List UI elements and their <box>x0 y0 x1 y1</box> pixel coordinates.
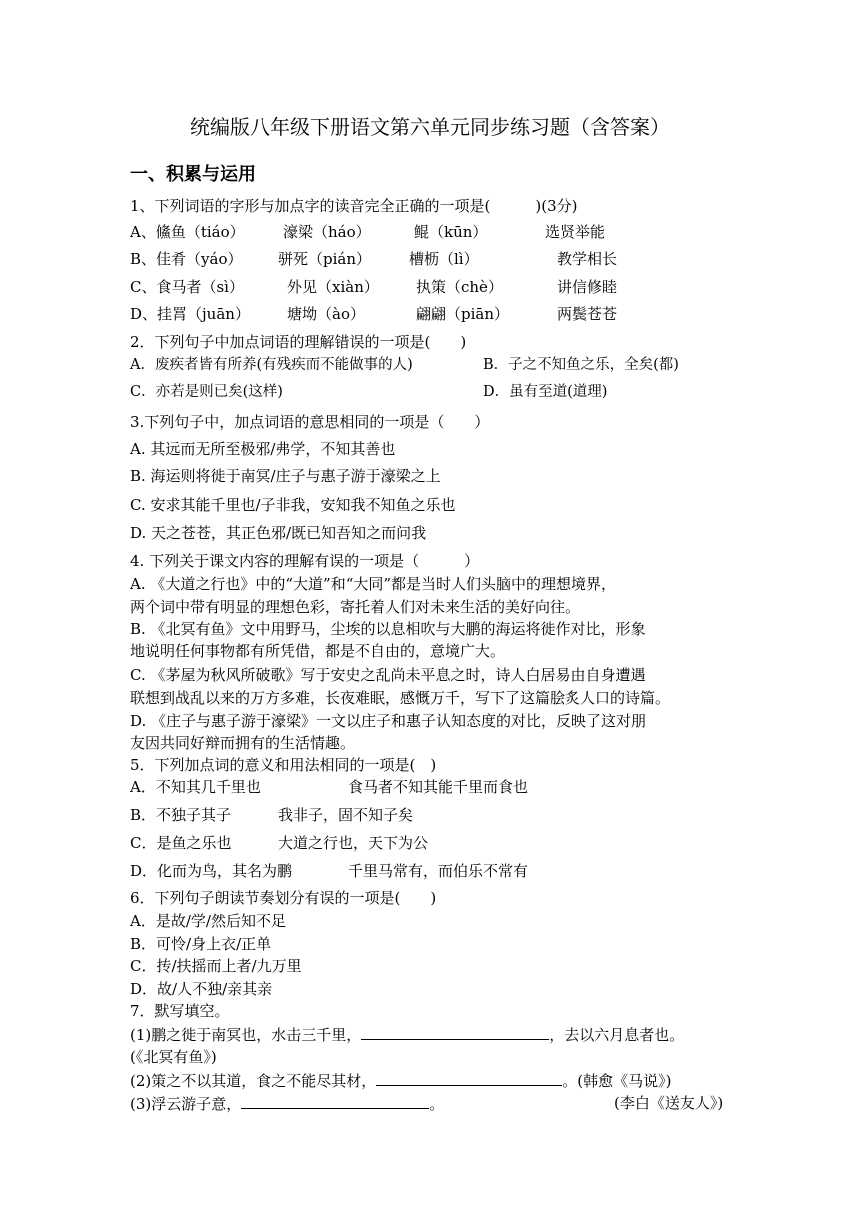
q4-text-line: D. 《庄子与惠子游于濠梁》一文以庄子和惠子认知态度的对比，反映了这对朋 <box>130 712 647 730</box>
q5-option-b-1: B．不独子其子 <box>130 806 232 824</box>
q1-option-a-3: 鲲（kūn） <box>414 223 488 241</box>
q2-option-c: C．亦若是则已矣(这样) <box>130 384 283 400</box>
q3-option-c: C. 安求其能千里也/子非我，安知我不知鱼之乐也 <box>130 496 456 514</box>
q1-option-a-2: 濠梁（háo） <box>283 223 371 241</box>
q2-option-a: A．废疾者皆有所养(有残疾而不能做事的人) <box>130 357 413 373</box>
question-5-stem: 5．下列加点词的意义和用法相同的一项是( ) <box>130 756 437 774</box>
q4-text-line: A. 《大道之行也》中的“大道”和“大同”都是当时人们头脑中的理想境界， <box>130 575 617 593</box>
q1-option-b-3: 槽枥（lì） <box>409 250 479 268</box>
q1-option-c-2: 外见（xiàn） <box>287 278 379 296</box>
q1-option-d-1: D、挂罥（juān） <box>130 305 250 323</box>
question-2-stem: 2．下列句子中加点词语的理解错误的一项是( ) <box>130 333 467 351</box>
question-4-stem: 4. 下列关于课文内容的理解有误的一项是（ ） <box>130 552 480 570</box>
q1-option-c-4: 讲信修睦 <box>557 278 618 296</box>
q6-option-b: B．可怜/身上衣/正单 <box>130 935 272 953</box>
q3-option-a: A. 其远而无所至极邪/弗学，不知其善也 <box>130 440 396 458</box>
q5-option-a-1: A．不知其几千里也 <box>130 778 261 796</box>
q4-text-line: B. 《北冥有鱼》文中用野马，尘埃的以息相吹与大鹏的海运将徙作对比，形象 <box>130 620 646 638</box>
q7-item-1-source: (《北冥有鱼》) <box>130 1048 217 1066</box>
q7-item-3-text-b: 。 <box>429 1095 445 1113</box>
q4-text-line: C. 《茅屋为秋风所破歌》写于安史之乱尚未平息之时，诗人白居易由自身遭遇 <box>130 666 646 684</box>
q5-option-c-1: C．是鱼之乐也 <box>130 834 232 852</box>
q1-option-d-3: 翩翩（piān） <box>416 305 510 323</box>
q1-option-b-4: 教学相长 <box>557 250 618 268</box>
q1-option-d-2: 塘坳（ào） <box>287 305 365 323</box>
q6-option-d: D．故/人不独/亲其亲 <box>130 980 273 998</box>
q7-item-1-text-b: ，去以六月息者也。 <box>549 1026 685 1044</box>
question-1-stem: 1、下列词语的字形与加点字的读音完全正确的一项是( )(3分) <box>130 197 578 215</box>
q5-option-d-1: D．化而为鸟，其名为鹏 <box>130 862 293 880</box>
section-heading: 一、积累与运用 <box>130 164 256 185</box>
q1-option-b-2: 骈死（pián） <box>278 250 372 268</box>
q1-option-a-1: A、鯈鱼（tiáo） <box>130 223 245 241</box>
q7-item-2 <box>130 1069 671 1092</box>
question-6-stem: 6．下列句子朗读节奏划分有误的一项是( ) <box>130 889 437 907</box>
q5-option-b-2: 我非子，固不知子矣 <box>278 806 414 824</box>
q2-option-d: D．虽有至道(道理) <box>483 384 608 400</box>
q6-option-c: C．抟/扶摇而上者/九万里 <box>130 957 302 975</box>
q5-option-c-2: 大道之行也，天下为公 <box>278 834 429 852</box>
q4-text-line: 友因共同好辩而拥有的生活情趣。 <box>130 734 356 752</box>
q7-item-3-source: (李白《送友人》) <box>614 1094 724 1112</box>
q4-text-line: 联想到战乱以来的万方多难，长夜难眠，感慨万千，写下了这篇脍炙人口的诗篇。 <box>130 689 671 707</box>
q3-option-b: B. 海运则将徙于南冥/庄子与惠子游于濠梁之上 <box>130 467 441 485</box>
q7-item-2-text-a: (2)策之不以其道，食之不能尽其材， <box>130 1072 377 1090</box>
q5-option-d-2: 千里马常有，而伯乐不常有 <box>348 862 529 880</box>
q1-option-d-4: 两鬓苍苍 <box>557 305 618 323</box>
document-title: 统编版八年级下册语文第六单元同步练习题（含答案） <box>190 115 670 139</box>
q1-option-c-1: C、食马者（sì） <box>130 278 244 296</box>
question-3-stem: 3.下列句子中，加点词语的意思相同的一项是（ ） <box>130 413 490 431</box>
fill-blank-1[interactable] <box>361 1023 549 1040</box>
q7-item-3-text-a: (3)浮云游子意， <box>130 1095 242 1113</box>
fill-blank-3[interactable] <box>241 1092 429 1109</box>
q7-item-2-text-b: 。(韩愈《马说》) <box>562 1072 672 1090</box>
q4-text-line: 两个词中带有明显的理想色彩，寄托着人们对未来生活的美好向往。 <box>130 598 581 616</box>
q7-item-1 <box>130 1023 684 1046</box>
q6-option-a: A．是故/学/然后知不足 <box>130 912 286 930</box>
q3-option-d: D. 天之苍苍，其正色邪/既已知吾知之而问我 <box>130 524 427 542</box>
fill-blank-2[interactable] <box>376 1069 562 1086</box>
q2-option-b: B．子之不知鱼之乐，全矣(都) <box>483 357 679 373</box>
q4-text-line: 地说明任何事物都有所凭借，都是不自由的，意境广大。 <box>130 642 506 660</box>
q1-option-c-3: 执策（chè） <box>416 278 503 296</box>
question-7-stem: 7．默写填空。 <box>130 1002 230 1020</box>
q5-option-a-2: 食马者不知其能千里而食也 <box>348 778 529 796</box>
q7-item-1-text-a: (1)鹏之徙于南冥也，水击三千里， <box>130 1026 362 1044</box>
q7-item-3 <box>130 1092 444 1115</box>
q1-option-a-4: 选贤举能 <box>545 223 606 241</box>
q1-option-b-1: B、佳肴（yáo） <box>130 250 243 268</box>
